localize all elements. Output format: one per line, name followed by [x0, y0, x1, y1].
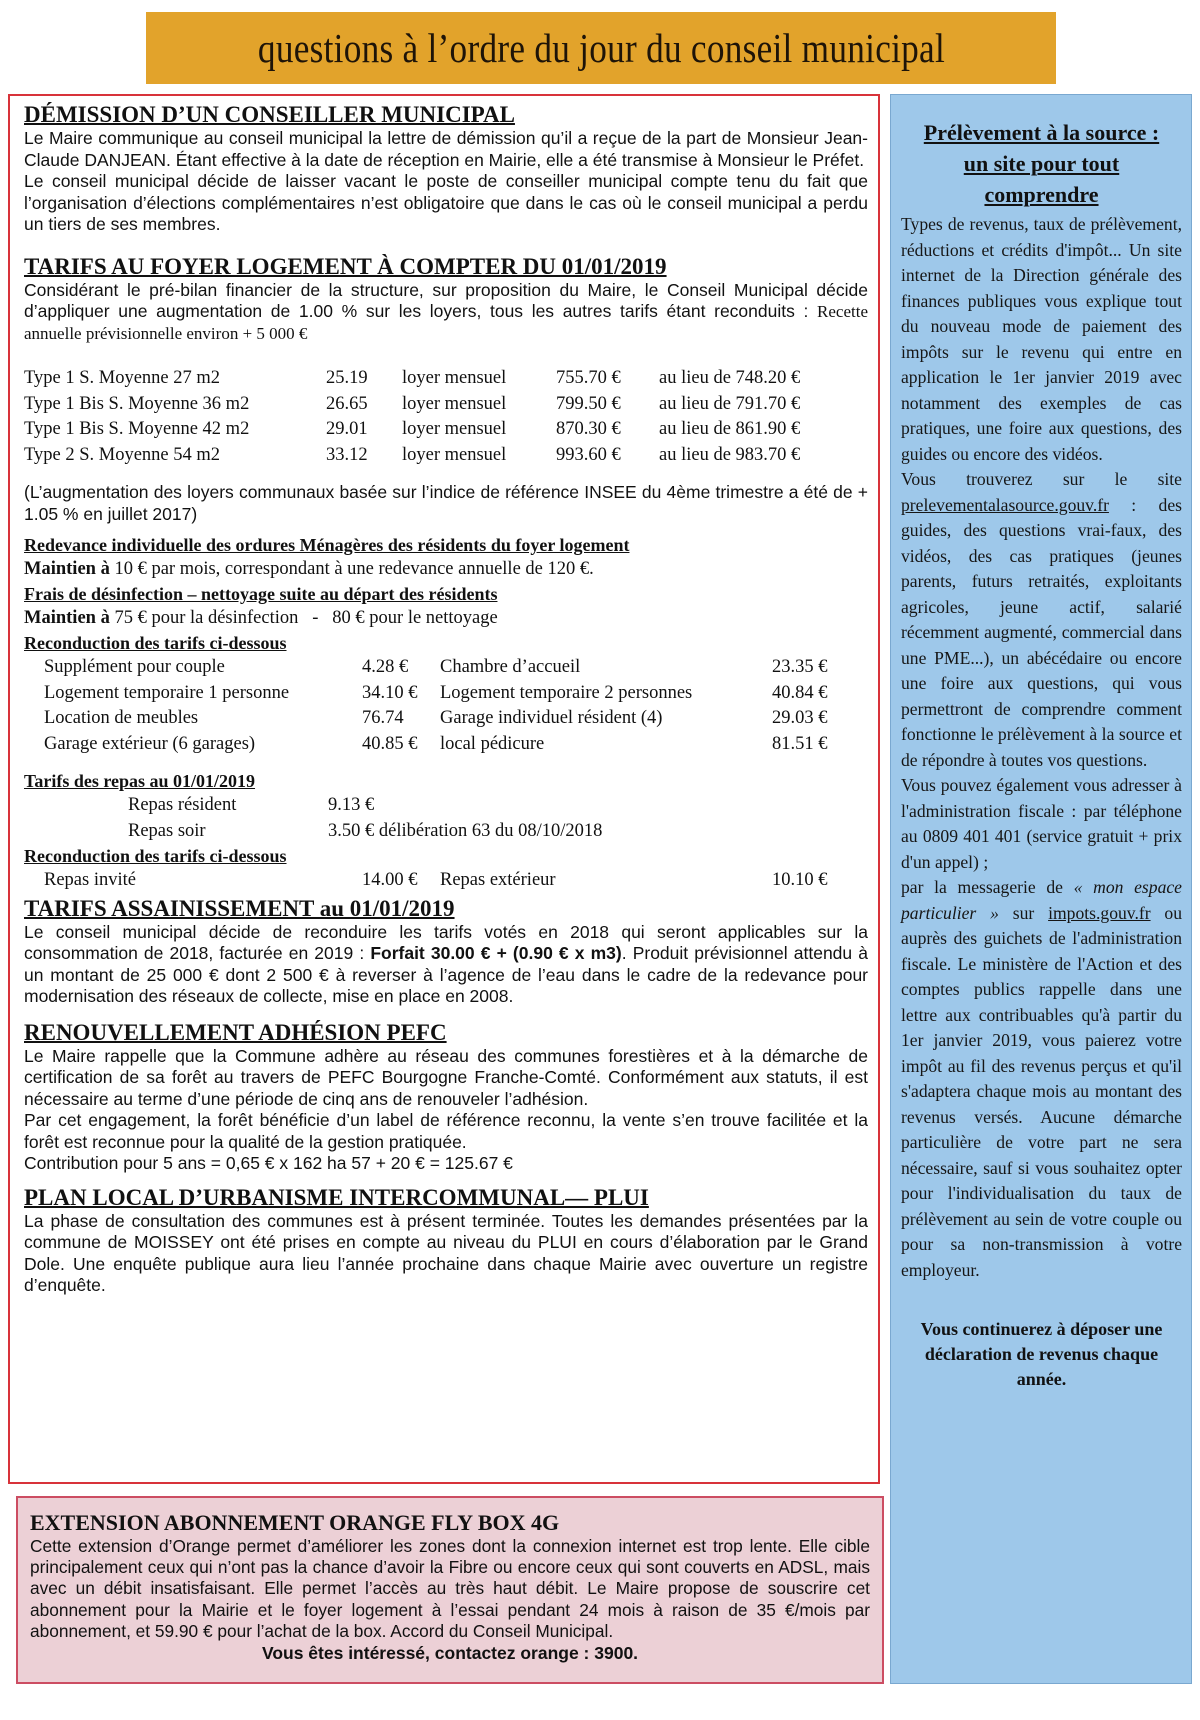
sidebar-paragraph — [901, 467, 1182, 773]
subsection-title: Reconduction des tarifs ci-dessous — [24, 633, 287, 653]
cell-value: 34.10 € — [362, 682, 418, 703]
impots-link[interactable]: impots.gouv.fr — [1048, 902, 1151, 923]
text-part: : des guides, des questions vrai-faux, des vidéos, des cas pratiques (jeunes parents, futurs retraités, exploitants agricoles, jeune actif, salarié récemment augmenté, commercial dans une PME...), un abécédaire ou encore une foire aux questions, qui vous permettront de comprendre comment fonctionne le prélèvement à la source et de répondre à toutes vos questions. — [901, 494, 1182, 770]
table-row — [24, 732, 868, 758]
intro-text: Considérant le pré-bilan financier de la structure, sur proposition du Maire, le Conseil Municipal décide d’appliquer une augmentation de 1.00 % sur les loyers, tous les autres tarifs étant reconduits : — [24, 279, 868, 321]
text-part: Vous trouverez sur le site — [901, 469, 1182, 489]
sidebar-closing: Vous continuerez à déposer une déclaration de revenus chaque année. — [920, 1319, 1163, 1389]
cell-new-price: 755.70 € — [556, 368, 621, 388]
cell-label: Logement temporaire 1 personne — [44, 682, 290, 703]
cell-value: 29.03 € — [772, 708, 828, 728]
table-row — [24, 793, 868, 819]
cell-value: 81.51 € — [772, 733, 828, 754]
subsection-title: Tarifs des repas au 01/01/2019 — [24, 771, 256, 791]
cell-label: Garage individuel résident (4) — [440, 708, 663, 728]
cell-new-price: 870.30 € — [556, 419, 621, 439]
cell-coef: 25.19 — [326, 368, 368, 388]
cell-value: 40.84 € — [772, 682, 828, 703]
loyers-table — [24, 366, 868, 468]
cell-label: Repas invité — [44, 870, 136, 890]
section-assainissement — [24, 896, 868, 1008]
section-title: EXTENSION ABONNEMENT ORANGE FLY BOX 4G — [30, 1510, 560, 1535]
council-agenda-box — [8, 94, 880, 1484]
section-foyer-tarifs — [24, 254, 868, 894]
site-link[interactable]: prelevementalasource.gouv.fr — [901, 494, 1109, 515]
cell-new-price: 993.60 € — [556, 444, 621, 465]
table-row — [24, 366, 868, 392]
cell-old-price: au lieu de 861.90 € — [659, 419, 801, 439]
table-row — [24, 819, 868, 845]
cell-old-price: au lieu de 791.70 € — [659, 393, 801, 414]
cell-type: Type 2 S. Moyenne 54 m2 — [24, 444, 221, 465]
cell-coef: 26.65 — [326, 393, 368, 414]
cell-old-price: au lieu de 983.70 € — [659, 444, 801, 465]
title-line: comprendre — [984, 182, 1099, 207]
subsection-title: Reconduction des tarifs ci-dessous — [24, 846, 287, 866]
section-title: PLAN LOCAL D’URBANISME INTERCOMMUNAL— PLUI — [24, 1184, 649, 1210]
sidebar-title — [901, 117, 1182, 210]
italic-part: « mon espace particulier » — [901, 877, 1182, 923]
contact-line: Vous êtes intéressé, contactez orange : 3900. — [261, 1643, 639, 1664]
cell-old-price: au lieu de 748.20 € — [659, 368, 801, 388]
paragraph: Le Maire communique au conseil municipal la lettre de démission qu’il a reçue de la part de Monsieur Jean-Claude DANJEAN. Étant effective à la date de réception en Mairie, elle a été transmise à Monsieur le Préfet. — [24, 128, 868, 170]
cell-label: loyer mensuel — [402, 419, 507, 439]
text-part: par la messagerie de — [901, 877, 1074, 897]
cell-value: 76.74 — [362, 708, 404, 728]
cell-label: Chambre d’accueil — [440, 657, 581, 677]
cell-coef: 33.12 — [326, 444, 368, 465]
table-row — [24, 655, 868, 681]
forfait-bold: Forfait 30.00 € + (0.90 € x m3) — [370, 943, 622, 963]
text-part: Le conseil municipal décide de reconduire les tarifs votés en 2018 qui seront applicables sur la consommation de 2018, facturée en 2019 : — [24, 921, 868, 963]
cell-value: 9.13 € — [328, 795, 375, 815]
paragraph: Cette extension d’Orange permet d’améliorer les zones dont la connexion internet est trop lente. Elle cible principalement ceux qui n’ont pas la chance d’avoir la Fibre ou encore ceux qui sont couverts en ADSL, mais avec un débit insatisfaisant. Elle permet l’accès au très haut débit. Le Maire propose de souscrire cet abonnement pour la Mairie et le foyer logement à l’essai pendant 24 mois à raison de 35 €/mois par abonnement, et 59.90 € pour l’achat de la box. Accord du Conseil Municipal. — [30, 1536, 870, 1641]
paragraph: Le conseil municipal décide de laisser vacant le poste de conseiller municipal compte tenu du fait que l’organisation d’élections complémentaires n’est obligatoire que dans le cas où le conseil municipal a perdu un tiers de ses membres. — [24, 171, 868, 234]
cell-label: Logement temporaire 2 personnes — [440, 682, 693, 703]
cell-label: Garage extérieur (6 garages) — [44, 733, 256, 754]
orange-flybox-box — [16, 1496, 884, 1684]
section-title: DÉMISSION D’UN CONSEILLER MUNICIPAL — [24, 102, 515, 127]
cell-value: 23.35 € — [772, 657, 828, 677]
section-plui — [24, 1185, 868, 1297]
cell-label: local pédicure — [440, 733, 545, 754]
cell-label: loyer mensuel — [402, 393, 507, 414]
text-part: ou auprès des guichets de l'administration fiscale. Le ministère de l'Action et des comptes publics rappelle dans une lettre aux contribuables qu'à partir du 1er janvier 2019, vous paierez votre impôt au fil des revenus perçus et qu'il s'adaptera chaque mois au montant des revenus versés. Aucune démarche particulière de votre part ne sera nécessaire, sauf si vous souhaitez opter pour l'individualisation du taux de prélèvement au sein de votre couple ou pour sa non-transmission à votre employeur. — [901, 902, 1182, 1280]
section-pefc — [24, 1020, 868, 1175]
table-row — [24, 443, 868, 469]
cell-label: Supplément pour couple — [44, 657, 225, 677]
cell-value: 10.10 € — [772, 870, 828, 890]
redevance-line — [24, 557, 868, 582]
section-demission — [24, 102, 868, 236]
sidebar-paragraph: Types de revenus, taux de prélèvement, réductions et crédits d'impôt... Un site internet de la Direction générale des finances publiques vous explique tout du nouveau mode de paiement des impôts sur le revenu qui entre en application le 1er janvier 2019 avec notamment des exemples de cas pratiques, une foire aux questions, des guides ou encore des vidéos. — [901, 214, 1182, 464]
desinfection-line — [24, 606, 868, 631]
cell-type: Type 1 Bis S. Moyenne 42 m2 — [24, 419, 250, 439]
cell-label: loyer mensuel — [402, 444, 507, 465]
table-row — [24, 417, 868, 443]
text-part: . Produit prévisionnel attendu à un montant de 25 000 € dont 2 500 € à reverser à l’agence de l’eau dans le cadre de la redevance pour modernisation des réseaux de collecte, mise en place en 2008. — [24, 943, 868, 1006]
subsection-title: Redevance individuelle des ordures Ménagères des résidents du foyer logement — [24, 535, 630, 555]
repas-table — [24, 793, 868, 844]
page-banner — [146, 12, 1056, 84]
cell-label: loyer mensuel — [402, 368, 507, 388]
cell-label: Repas extérieur — [440, 870, 556, 890]
cell-value: 40.85 € — [362, 733, 418, 754]
cell-new-price: 799.50 € — [556, 393, 621, 414]
cell-type: Type 1 Bis S. Moyenne 36 m2 — [24, 393, 250, 414]
cell-value: 14.00 € — [362, 870, 418, 890]
title-line: Prélèvement à la source : — [923, 120, 1160, 145]
paragraph — [24, 922, 868, 1008]
cell-label: Repas soir — [128, 820, 206, 841]
cell-label: Location de meubles — [44, 708, 199, 728]
insee-note: (L’augmentation des loyers communaux basée sur l’indice de référence INSEE du 4ème trimestre a été de + 1.05 % en juillet 2017) — [24, 482, 868, 524]
table-row — [24, 706, 868, 732]
paragraph: Par cet engagement, la forêt bénéficie d’un label de référence reconnu, la vente s’en trouve facilitée et la forêt est reconnue pour la qualité de la gestion pratiquée. — [24, 1110, 868, 1152]
bold-label: Maintien à — [24, 608, 110, 628]
paragraph: Le Maire rappelle que la Commune adhère au réseau des communes forestières et à la démarche de certification de sa forêt au travers de PEFC Bourgogne Franche-Comté. Conformément aux statuts, il est nécessaire au terme d’une période de cinq ans de renouveler l’adhésion. — [24, 1045, 868, 1109]
bold-label: Maintien à — [24, 559, 110, 579]
sidebar-paragraph — [901, 875, 1182, 1283]
sidebar-paragraph: Vous pouvez également vous adresser à l'administration fiscale : par téléphone au 0809 401 401 (service gratuit + prix d'un appel) ; — [901, 775, 1182, 872]
cell-value: 3.50 € délibération 63 du 08/10/2018 — [328, 820, 603, 841]
text-part: sur — [998, 902, 1049, 923]
table-row — [24, 868, 868, 894]
tarifs-table — [24, 655, 868, 757]
cell-label: Repas résident — [128, 795, 237, 815]
desinfection-value: 75 € pour la désinfection - 80 € pour le nettoyage — [114, 608, 498, 628]
sidebar-prelevement — [890, 94, 1192, 1684]
paragraph: Contribution pour 5 ans = 0,65 € x 162 ha 57 + 20 € = 125.67 € — [24, 1153, 513, 1173]
page-title: questions à l’ordre du jour du conseil municipal — [257, 25, 945, 71]
paragraph — [24, 280, 868, 345]
paragraph: La phase de consultation des communes est à présent terminée. Toutes les demandes présentées par la commune de MOISSEY ont été prises en compte au niveau du PLUI en cours d’élaboration par le Grand Dole. Une enquête publique aura lieu l’année prochaine dans chaque Mairie avec ouverture un registre d’enquête. — [24, 1210, 868, 1295]
intro-tail: Recette annuelle prévisionnelle environ + 5 000 € — [24, 302, 868, 343]
title-line: un site pour tout — [963, 151, 1120, 176]
cell-value: 4.28 € — [362, 657, 409, 677]
subsection-title: Frais de désinfection – nettoyage suite au départ des résidents — [24, 584, 498, 604]
section-title: TARIFS ASSAINISSEMENT au 01/01/2019 — [24, 895, 455, 921]
table-row — [24, 392, 868, 418]
redevance-value: 10 € par mois, correspondant à une redevance annuelle de 120 €. — [114, 559, 594, 579]
section-title: RENOUVELLEMENT ADHÉSION PEFC — [24, 1019, 447, 1045]
repas2-table — [24, 868, 868, 894]
cell-coef: 29.01 — [326, 419, 368, 439]
section-title: TARIFS AU FOYER LOGEMENT À COMPTER DU 01/01/2019 — [24, 253, 667, 279]
table-row — [24, 681, 868, 707]
cell-type: Type 1 S. Moyenne 27 m2 — [24, 368, 221, 388]
